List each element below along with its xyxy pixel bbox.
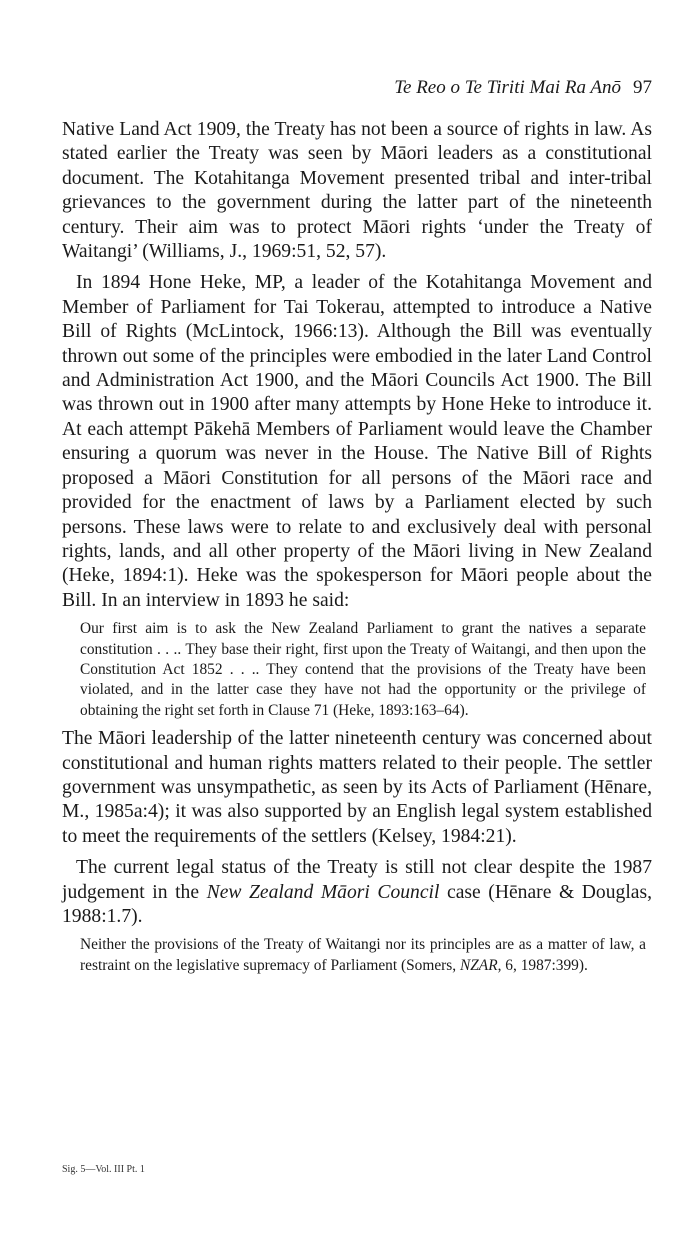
page-number: 97 [633,77,652,98]
paragraph-hone-heke-text: In 1894 Hone Heke, MP, a leader of the Kotahitanga Movement and Member of Parliament for Tai Tokerau, attempted to introduce a Native Bill of Rights (McLintock, 1966:13). Although the Bill was eventually thrown out some of the principles were embodied in the later Land Control and Administration Act 1900, and the Māori Councils Act 1900. The Bill was thrown out in 1900 after many attempts by Hone Heke to introduce it. At each attempt Pākehā Members of Parliament would leave the Chamber ensuring a quorum was never in the House. The Native Bill of Rights proposed a Māori Constitution for all persons of the Māori race and provided for the enactment of laws by a Parliament elected by such persons. These laws were to relate to and exclusively deal with personal rights, lands, and all other property of the Māori living in New Zealand (Heke, 1894:1). Heke was the spokesperson for Māori people about the Bill. In an interview in 1893 he said: [62,272,652,611]
paragraph-continued: Native Land Act 1909, the Treaty has not been a source of rights in law. As stated earlier the Treaty was seen by Māori leaders as a constitutional document. The Kotahitanga Movement presented tribal and inter-tribal grievances to the government during the latter part of the nineteenth century. Their aim was to protect Māori rights ‘under the Treaty of Waitangi’ (Williams, J., 1969:51, 52, 57). [62,119,652,263]
case-name-italic: New Zealand Māori Council [206,881,440,903]
body-text [62,118,652,982]
block-quote-heke [80,619,646,721]
block-quote-somers-end: , 6, 1987:399). [497,956,588,974]
running-title: Te Reo o Te Tiriti Mai Ra Anō [394,77,621,98]
block-quote-somers-text [80,935,646,976]
block-quote-somers [80,935,646,976]
running-header [394,76,652,100]
block-quote-somers-start: Neither the provisions of the Treaty of Waitangi nor its principles are as a matter of law, a restraint on the legislative supremacy of Parliament (Somers, [80,936,646,974]
nzar-italic: NZAR [459,956,498,974]
paragraph-legal-status-start: The current legal status of the Treaty is still not clear despite the 1987 judgement in the [62,857,652,903]
block-quote-heke-text: Our first aim is to ask the New Zealand Parliament to grant the natives a separate constitution . . .. They base their right, first upon the Treaty of Waitangi, and then upon the Constitution Act 1852 . . .. They contend that the provisions of the Treaty have been violated, and in the latter case they have not had the opportunity or the privilege of obtaining the right set forth in Clause 71 (Heke, 1893:163–64). [80,620,646,719]
paragraph-hone-heke [62,271,652,613]
signature-mark: Sig. 5—Vol. III Pt. 1 [62,1164,145,1175]
paragraph-legal-status-end: case (Hēnare & Douglas, 1988:1.7). [62,881,652,927]
paragraph-legal-status [62,856,652,929]
paragraph-maori-leadership: The Māori leadership of the latter nineteenth century was concerned about constitutional and human rights matters related to their people. The settler government was unsympathetic, as seen by its Acts of Parliament (Hēnare, M., 1985a:4); it was also supported by an English legal system established to meet the requirements of the settlers (Kelsey, 1984:21). [62,728,652,847]
